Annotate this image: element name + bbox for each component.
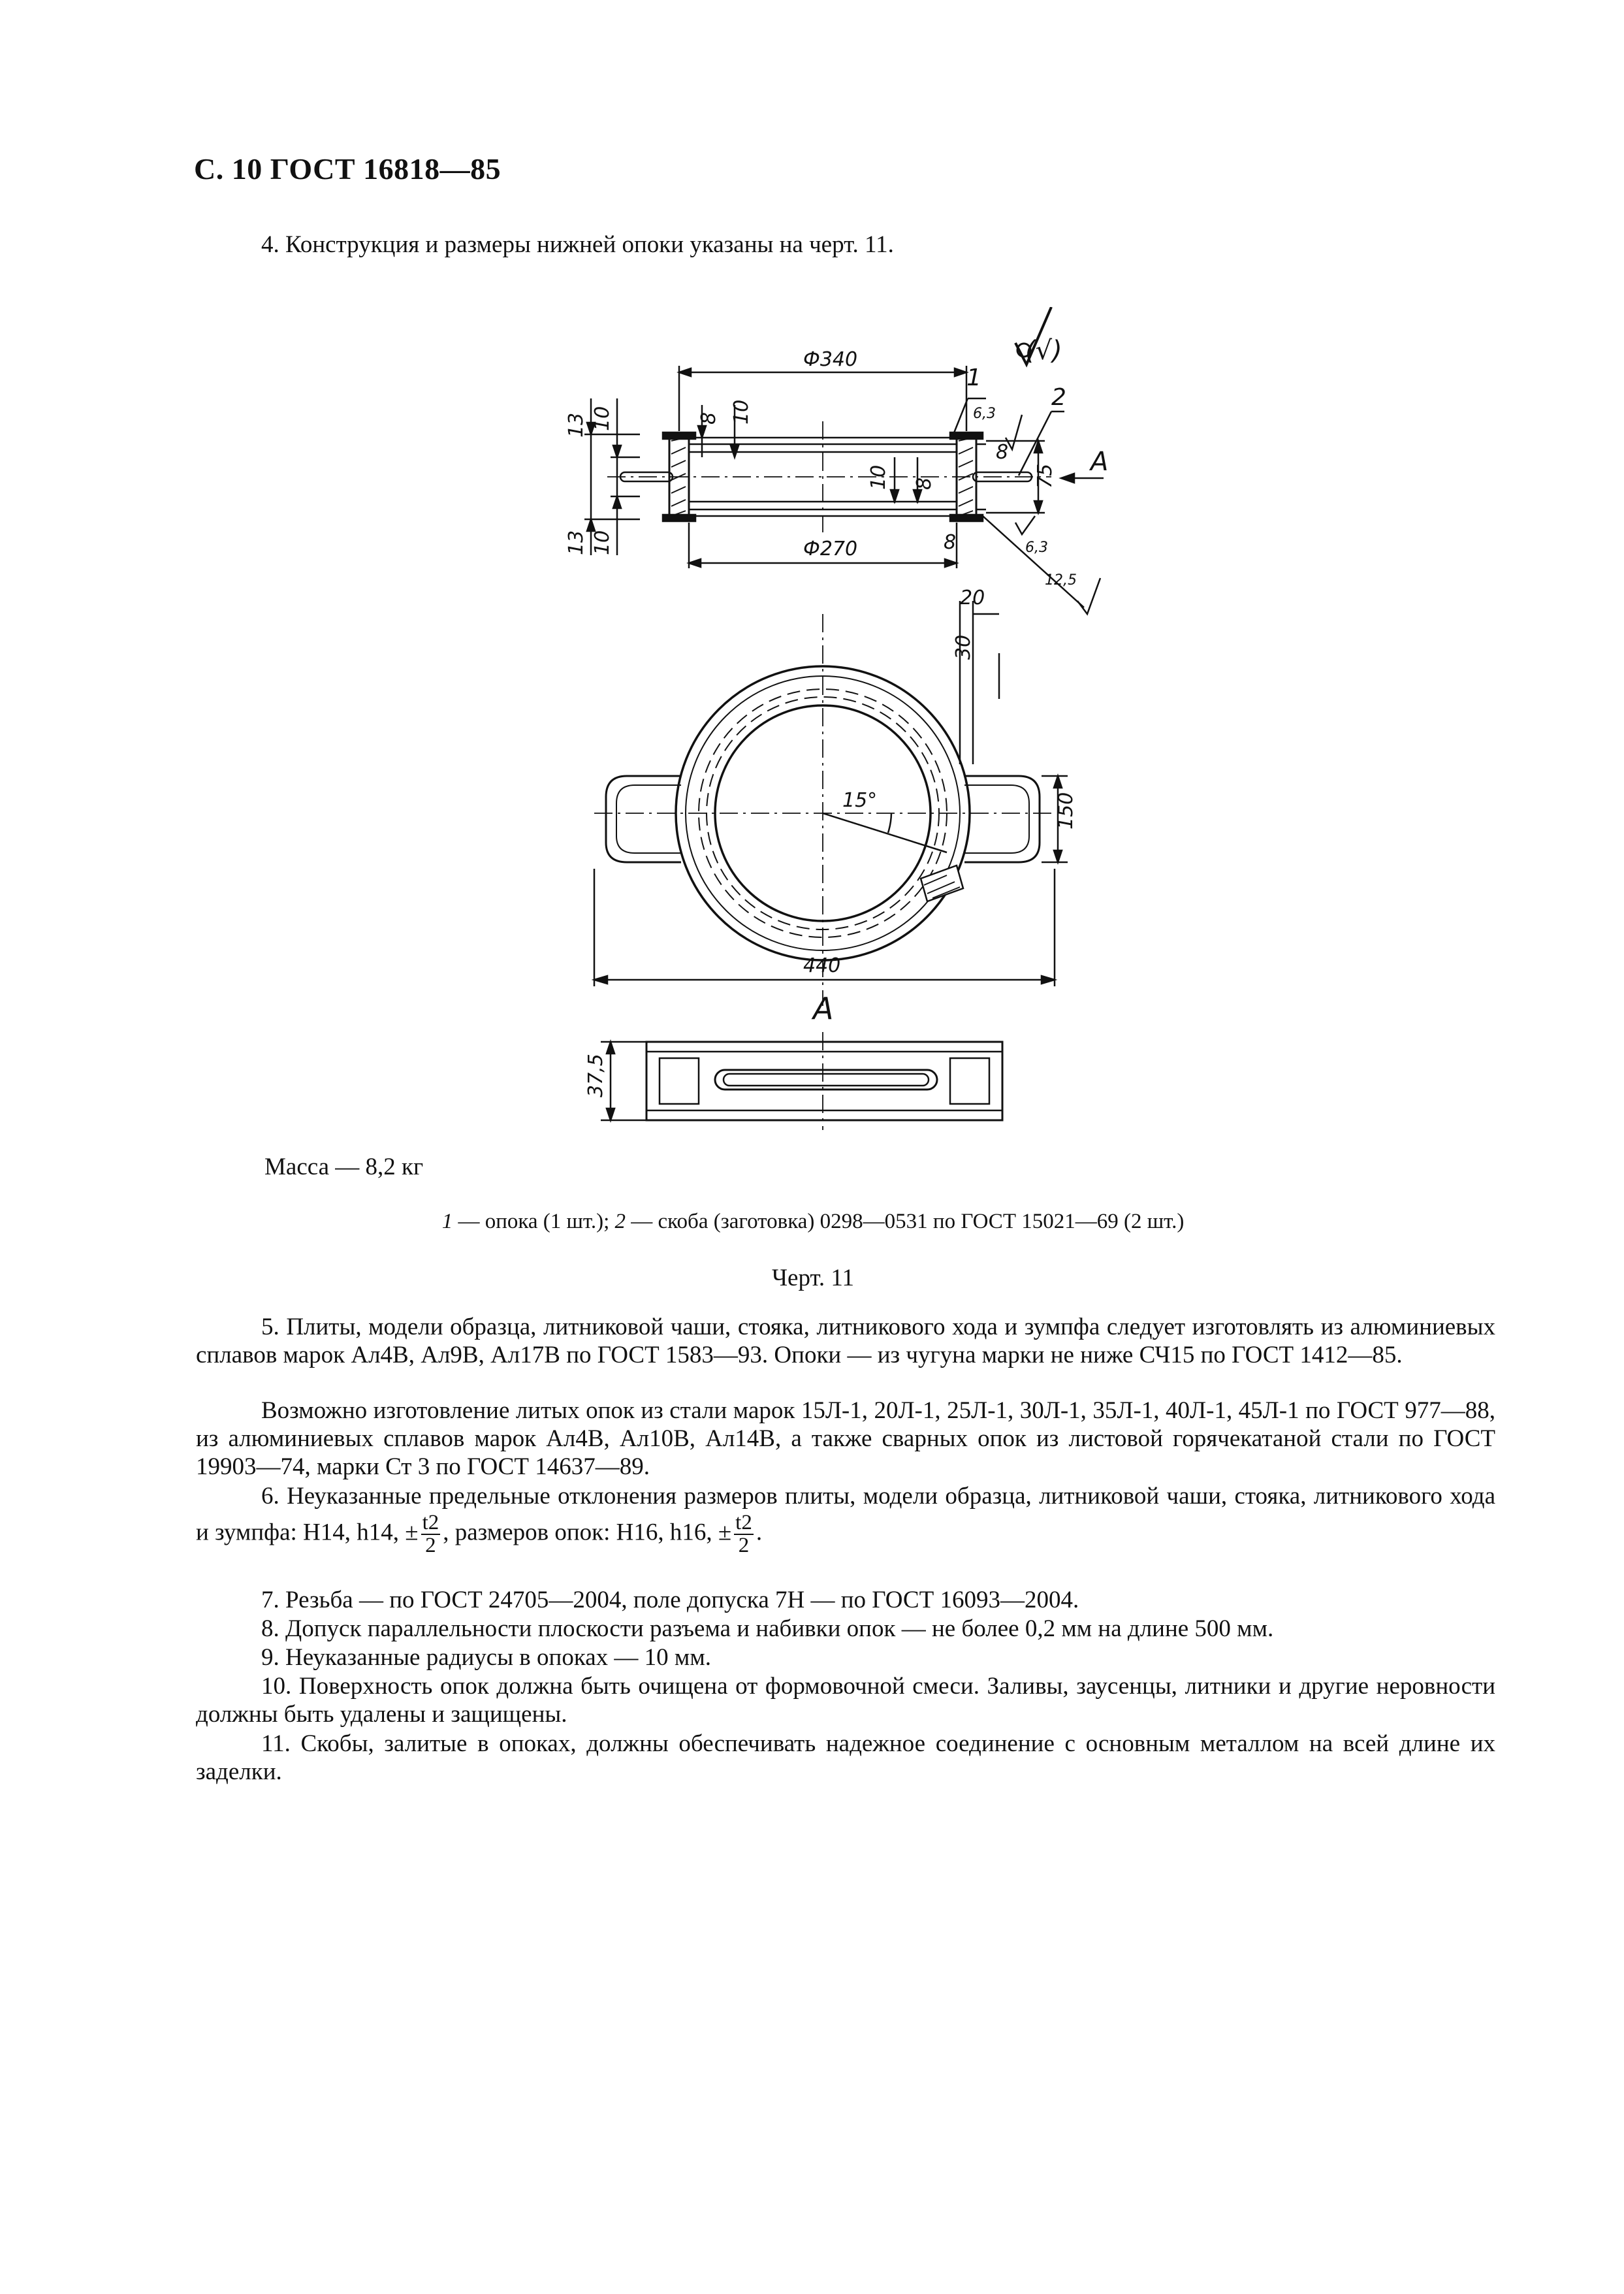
dim-d13-bottom: 13 bbox=[565, 530, 588, 555]
dim-d440: 440 bbox=[803, 954, 841, 977]
view-a-label: A bbox=[813, 991, 834, 1026]
legend-text-1: — опока (1 шт.); bbox=[453, 1210, 615, 1233]
dim-d30: 30 bbox=[952, 634, 975, 660]
roughness-6-3-a: 6,3 bbox=[973, 406, 996, 422]
paragraph-7-text: 7. Резьба — по ГОСТ 24705—2004, поле допуска 7Н — по ГОСТ 16093—2004. bbox=[261, 1587, 1079, 1613]
dim-d340: Ф340 bbox=[803, 348, 858, 371]
paragraph-8-text: 8. Допуск параллельности плоскости разъема и набивки опок — не более 0,2 мм на длине 500 мм. bbox=[261, 1615, 1274, 1642]
technical-drawing bbox=[555, 307, 1143, 1150]
dim-d10-c: 10 bbox=[730, 399, 753, 425]
section-view bbox=[584, 366, 1104, 614]
paragraph-6-text-b: , размеров опок: H16, h16, ± bbox=[443, 1519, 732, 1546]
dim-d37-5: 37,5 bbox=[584, 1054, 607, 1097]
paragraph-11 bbox=[196, 1730, 1495, 1786]
callout-1: 1 bbox=[966, 364, 981, 391]
dim-d10-d: 10 bbox=[867, 464, 890, 490]
dim-d10-a: 10 bbox=[591, 406, 614, 431]
fraction-denominator: 2 bbox=[425, 1534, 436, 1557]
fraction-numerator: t2 bbox=[422, 1511, 439, 1534]
drawing-caption: Черт. 11 bbox=[772, 1265, 854, 1291]
dim-d8-c: 8 bbox=[996, 441, 1009, 464]
fraction-numerator: t2 bbox=[735, 1511, 752, 1534]
paragraph-10 bbox=[196, 1672, 1495, 1728]
dim-d8-d: 8 bbox=[944, 531, 957, 554]
angle-15: 15° bbox=[842, 789, 878, 812]
roughness-6-3-b: 6,3 bbox=[1025, 540, 1048, 556]
mass-text: Масса — 8,2 кг bbox=[264, 1154, 424, 1180]
paragraph-6-text-a: 6. Неуказанные предельные отклонения размеров плиты, модели образца, литниковой чаши, стояка, литникового хода и зумпфа: H14, h14, ± bbox=[196, 1483, 1495, 1546]
legend-number-2: 2 bbox=[614, 1210, 626, 1233]
drawing-legend bbox=[196, 1210, 1430, 1234]
paragraph-9-text: 9. Неуказанные радиусы в опоках — 10 мм. bbox=[261, 1644, 711, 1671]
paragraph-5 bbox=[196, 1313, 1495, 1369]
dim-d8-b: 8 bbox=[913, 477, 936, 490]
dim-d10-b: 10 bbox=[591, 530, 614, 555]
paragraph-5b bbox=[196, 1397, 1495, 1481]
paragraph-6 bbox=[196, 1481, 1495, 1557]
page-header: С. 10 ГОСТ 16818—85 bbox=[194, 152, 502, 186]
intro-paragraph: 4. Конструкция и размеры нижней опоки указаны на черт. 11. bbox=[261, 231, 894, 258]
view-a bbox=[601, 1032, 1002, 1130]
view-arrow-label: A bbox=[1091, 447, 1109, 477]
paragraph-9 bbox=[196, 1643, 1495, 1672]
paragraph-5-text: 5. Плиты, модели образца, литниковой чаши, стояка, литникового хода и зумпфа следует изготовлять из алюминиевых сплавов марок Ал4В, Ал9В, Ал17В по ГОСТ 1583—93. Опоки — из чугуна марки не ниже СЧ15 по ГОСТ 1412—85. bbox=[196, 1314, 1495, 1368]
roughness-12-5: 12,5 bbox=[1045, 572, 1077, 589]
legend-number-1: 1 bbox=[441, 1210, 453, 1233]
fraction-t2-half-a bbox=[421, 1512, 441, 1557]
dim-d20: 20 bbox=[960, 587, 985, 609]
paragraph-8 bbox=[196, 1615, 1495, 1643]
dim-d8-a: 8 bbox=[697, 412, 720, 425]
paragraph-6-text-c: . bbox=[756, 1519, 763, 1546]
paragraph-11-text: 11. Скобы, залитые в опоках, должны обеспечивать надежное соединение с основным металлом на всей длине их заделки. bbox=[196, 1730, 1495, 1785]
legend-text-2: — скоба (заготовка) 0298—0531 по ГОСТ 15021—69 (2 шт.) bbox=[626, 1210, 1185, 1233]
dim-d150: 150 bbox=[1055, 792, 1077, 830]
paragraph-10-text: 10. Поверхность опок должна быть очищена от формовочной смеси. Заливы, заусенцы, литники и другие неровности должны быть удалены и защищены. bbox=[196, 1673, 1495, 1728]
callout-2: 2 bbox=[1051, 384, 1066, 411]
plan-view bbox=[594, 601, 1068, 1006]
roughness-label: (√) bbox=[1025, 336, 1062, 366]
paragraph-5b-text: Возможно изготовление литых опок из стали марок 15Л-1, 20Л-1, 25Л-1, 30Л-1, 35Л-1, 40Л-1, 45Л-1 по ГОСТ 977—88, из алюминиевых сплавов марок Ал4В, Ал10В, Ал14В, а также сварных опок из листовой горячекатаной стали по ГОСТ 19903—74, марки Ст 3 по ГОСТ 14637—89. bbox=[196, 1397, 1495, 1480]
dim-d13-top: 13 bbox=[565, 412, 588, 438]
fraction-t2-half-b bbox=[734, 1512, 754, 1557]
dim-d75: 75 bbox=[1034, 463, 1057, 489]
dim-d270: Ф270 bbox=[803, 538, 858, 560]
fraction-denominator: 2 bbox=[738, 1534, 750, 1557]
paragraph-7 bbox=[196, 1586, 1495, 1614]
